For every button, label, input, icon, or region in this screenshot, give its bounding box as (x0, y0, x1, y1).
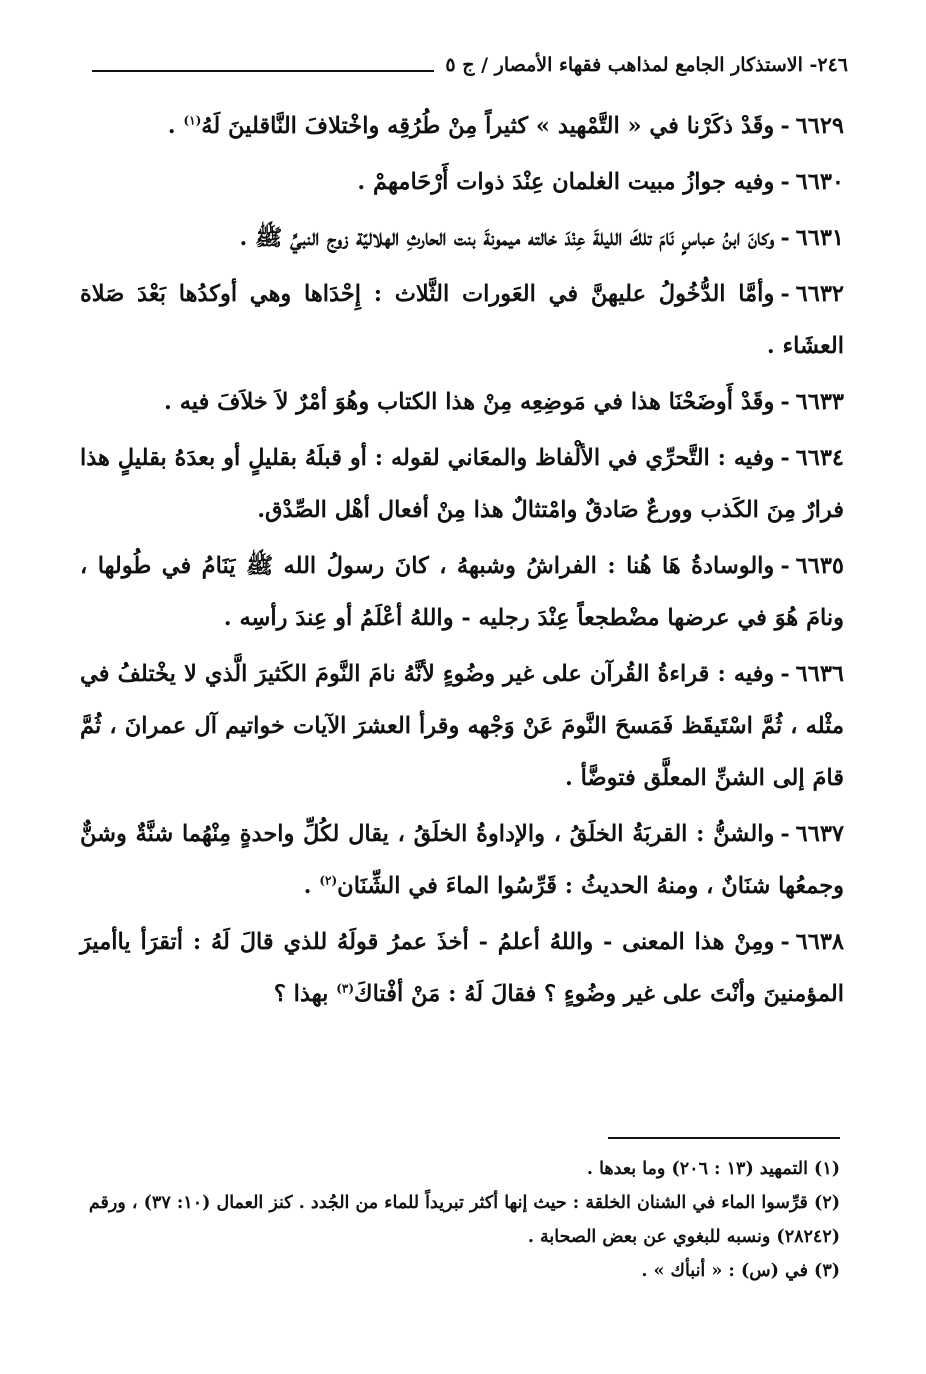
paragraph-tail: بهذا ؟ (273, 981, 337, 1007)
running-header (92, 50, 848, 90)
paragraph-number: ٦٦٣٠ (795, 169, 844, 195)
footnote-2: (٢) قرِّسوا الماء في الشنان الخلقة : حيث إنها أكثر تبريداً للماء من الجُدد . كنز العمال (١٠: ٣٧) ، ورقم (٢٨٢٤٢) ونسبه للبغوي عن بعض الصحابة . (88, 1193, 840, 1247)
paragraph-text: وفيه جوازُ مبيت الغلمان عِنْدَ ذوات أَرْحَامهمْ . (357, 169, 775, 195)
paragraph-6636: ٦٦٣٦-وفيه : قراءةُ القُرآن على غير وضُوءٍ لأنَّهُ نامَ النَّومَ الكَثيرَ الَّذي لا يخْتلفُ في مثْله ، ثُمَّ اسْتَيقَظ فَمَسحَ النَّومَ عَنْ وَجْهه وقرأ العشرَ الآيات خواتيم آل عمرانَ ، ثُمَّ قامَ إلى الشنِّ المعلَّق فتوضَّأ . (80, 661, 844, 791)
paragraph-number: ٦٦٣٨ (795, 929, 844, 955)
paragraph-tail: . (303, 873, 320, 899)
footnote-3: (٣) في (س) : « أنبأك » . (641, 1261, 840, 1281)
footnote-ref[interactable]: (٢) (319, 873, 338, 888)
paragraph-number: ٦٦٣٧ (795, 821, 844, 847)
paragraph-text: والوسادةُ هَا هُنا : الفراشُ وشبههُ ، كانَ رسولُ الله ﷺ يَنَامُ في طُولها ، ونامَ هُوَ في عرضها مضْطجعاً عِنْدَ رجليه - واللهُ أعْلَمُ أو عِندَ رأسِه . (80, 553, 844, 631)
paragraph-text: وقَدْ أَوضَحْنَا هذا في مَوضِعِه مِنْ هذا الكتاب وهُوَ أمْرٌ لاَ خلاَفَ فيه . (164, 389, 775, 415)
paragraph-number: ٦٦٣٤ (795, 445, 844, 471)
paragraph-number: ٦٦٣٥ (795, 553, 844, 579)
header-rule (92, 70, 434, 72)
paragraph-text: ومِنْ هذا المعنى - واللهُ أعلمُ - أخذَ عمرُ قولَهُ للذي قالَ لَهُ : أتقرَأ ياأميرَ المؤمنينَ وأنْتَ على غير وضُوءٍ ؟ فقالَ لَهُ : مَنْ أفْتاكَ (80, 929, 844, 1007)
paragraph-6630: ٦٦٣٠-وفيه جوازُ مبيت الغلمان عِنْدَ ذوات أَرْحَامهمْ . (357, 169, 844, 195)
paragraph-6629: ٦٦٢٩-وقَدْ ذكَرْنا في « التَّمْهيد » كثيراً مِنْ طُرُقِه واخْتلافَ النَّاقلينَ لَهُ$^{(١)}$ . (167, 113, 844, 139)
paragraph-6631: ٦٦٣١-وكانَ ابنُ عباسٍ نَامَ تلكَ الليلةَ عِنْدَ خالته ميمونةَ بنت الحارثِ الهلاليّة زوج النبيِّ ﷺ . (239, 225, 844, 251)
paragraph-6634: ٦٦٣٤-وفيه : التَّحرِّي في الألْفاظ والمعَاني لقوله : أو قبلَهُ بقليلٍ أو بعدَهُ بقليلٍ هذا فرارٌ مِنَ الكَذب وورعٌ صَادقٌ وامْتثالٌ هذا مِنْ أفعال أهْل الصِّدْق. (80, 445, 844, 523)
paragraph-number: ٦٦٣٦ (795, 661, 844, 687)
main-text (80, 100, 844, 1024)
paragraph-text: وكانَ ابنُ عباسٍ نَامَ تلكَ الليلةَ عِنْدَ خالته ميمونةَ بنت الحارثِ الهلاليّة زوج النبيِّ ﷺ . (239, 225, 775, 251)
paragraph-text: وفيه : قراءةُ القُرآن على غير وضُوءٍ لأنَّهُ نامَ النَّومَ الكَثيرَ الَّذي لا يخْتلفُ في مثْله ، ثُمَّ اسْتَيقَظ فَمَسحَ النَّومَ عَنْ وَجْهه وقرأ العشرَ الآيات خواتيم آل عمرانَ ، ثُمَّ قامَ إلى الشنِّ المعلَّق فتوضَّأ . (80, 661, 844, 791)
footnote-separator (608, 1137, 840, 1139)
paragraph-text: والشنُّ : القربَةُ الخلَقُ ، والإداوةُ الخلَقُ ، يقال لكُلِّ واحدةٍ مِنْهُما شنَّةٌ وشنٌّ وجمعُها شنَانٌ ، ومنهُ الحديثُ : قَرِّسُوا الماءَ في الشِّنَان (80, 821, 844, 899)
paragraph-6637: ٦٦٣٧-والشنُّ : القربَةُ الخلَقُ ، والإداوةُ الخلَقُ ، يقال لكُلِّ واحدةٍ مِنْهُما شنَّةٌ وشنٌّ وجمعُها شنَانٌ ، ومنهُ الحديثُ : قَرِّسُوا الماءَ في الشِّنَان$^{(٢)}$ . (80, 821, 844, 899)
paragraph-text: وقَدْ ذكَرْنا في « التَّمْهيد » كثيراً مِنْ طُرُقِه واخْتلافَ النَّاقلينَ لَهُ (201, 113, 775, 139)
paragraph-number: ٦٦٣٢ (795, 281, 844, 307)
paragraph-number: ٦٦٣٣ (795, 389, 844, 415)
paragraph-6638: ٦٦٣٨-ومِنْ هذا المعنى - واللهُ أعلمُ - أخذَ عمرُ قولَهُ للذي قالَ لَهُ : أتقرَأ ياأميرَ المؤمنينَ وأنْتَ على غير وضُوءٍ ؟ فقالَ لَهُ : مَنْ أفْتاكَ$^{(٣)}$ بهذا ؟ (80, 929, 844, 1007)
paragraph-text: وفيه : التَّحرِّي في الألْفاظ والمعَاني لقوله : أو قبلَهُ بقليلٍ أو بعدَهُ بقليلٍ هذا فرارٌ مِنَ الكَذب وورعٌ صَادقٌ وامْتثالٌ هذا مِنْ أفعال أهْل الصِّدْق. (80, 445, 844, 523)
footnote-ref[interactable]: (٣) (336, 981, 355, 996)
paragraph-6632: ٦٦٣٢-وأمَّا الدُّخُولُ عليهنَّ في العَورات الثَّلاث : إِحْدَاها وهي أوكدُها بَعْدَ صَلاة العشَاء . (80, 281, 844, 359)
header-title: ٢٤٦- الاستذكار الجامع لمذاهب فقهاء الأمصار / ج ٥ (445, 54, 848, 76)
footnote-1: (١) التمهيد (١٣ : ٢٠٦) وما بعدها . (586, 1159, 840, 1179)
paragraph-number: ٦٦٣١ (795, 225, 844, 251)
paragraph-6633: ٦٦٣٣-وقَدْ أَوضَحْنَا هذا في مَوضِعِه مِنْ هذا الكتاب وهُوَ أمْرٌ لاَ خلاَفَ فيه . (164, 389, 844, 415)
paragraph-tail: . (167, 113, 184, 139)
footnote-ref[interactable]: (١) (183, 113, 202, 128)
footnotes (80, 1152, 840, 1288)
paragraph-6635: ٦٦٣٥-والوسادةُ هَا هُنا : الفراشُ وشبههُ ، كانَ رسولُ الله ﷺ يَنَامُ في طُولها ، ونامَ هُوَ في عرضها مضْطجعاً عِنْدَ رجليه - واللهُ أعْلَمُ أو عِندَ رأسِه . (80, 553, 844, 631)
paragraph-text: وأمَّا الدُّخُولُ عليهنَّ في العَورات الثَّلاث : إِحْدَاها وهي أوكدُها بَعْدَ صَلاة العشَاء . (80, 281, 844, 359)
paragraph-number: ٦٦٢٩ (795, 113, 844, 139)
